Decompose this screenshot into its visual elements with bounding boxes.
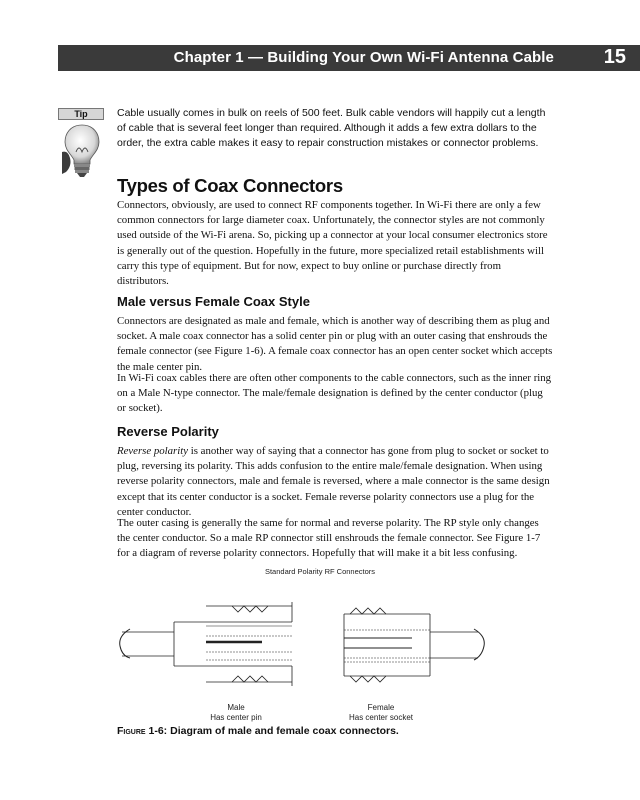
paragraph-male-1: Connectors are designated as male and female, which is another way of describing them as plug and socket. A male coax connector has a solid center pin or plug with an outer casing that enshrouds the female connector (see Figure 1-6). A female coax connector has an open center socket which accepts the male center pin. xyxy=(117,315,553,373)
male-label xyxy=(176,703,296,722)
tip-callout xyxy=(58,108,104,182)
female-label-title: Female xyxy=(367,703,395,712)
paragraph-types: Connectors, obviously, are used to connect RF components together. In Wi-Fi there are only a few common connectors for large diameter coax. Unfortunately, the connector styles are not commonly used outside of the Wi-Fi arena. So, picking up a connector at your local consumer electronics store is generally out of the question. Hopefully in the future, more specialized retail establishments will carry this type of equipment. But for now, expect to buy online or purchase directly from distributors. xyxy=(117,199,548,288)
female-connector-drawing xyxy=(344,608,484,682)
figure-caption xyxy=(117,725,399,737)
male-label-sub: Has center pin xyxy=(210,712,262,722)
reverse-paragraph-rest: is another way of saying that a connector has gone from plug to socket or socket to plug, reversing its polarity. This adds confusion to the entire male/female designation. When using reverse polarity connectors, male and female is reversed, where a male connector is the same design except that its center conductor is a socket. Female reverse polarity connectors use a plug for the center conductor. xyxy=(117,445,550,518)
subheading-reverse-polarity: Reverse Polarity xyxy=(117,424,219,439)
subheading-male-female: Male versus Female Coax Style xyxy=(117,294,310,309)
female-label-sub: Has center socket xyxy=(348,712,414,722)
chapter-header xyxy=(58,45,640,71)
female-label xyxy=(321,703,441,722)
caption-text: Diagram of male and female coax connectors. xyxy=(167,725,399,737)
chapter-title: Chapter 1 — Building Your Own Wi-Fi Antenna Cable xyxy=(173,49,554,66)
paragraph-reverse-1 xyxy=(117,444,553,520)
reverse-polarity-term: Reverse polarity xyxy=(117,445,189,457)
tip-label: Tip xyxy=(58,108,104,120)
tip-text: Cable usually comes in bulk on reels of 500 feet. Bulk cable vendors will happily cut a length of cable that is several feet longer than required. Although it adds a few extra dollars to the order, the extra cable makes it easy to repair construction mistakes or connector problems. xyxy=(117,107,546,149)
paragraph-reverse-2: The outer casing is generally the same for normal and reverse polarity. The RP style only changes the center conductor. So a male RP connector still enshrouds the female connector. See Figure 1-7 for a diagram of reverse polarity connectors. Hopefully that will make it a bit less confusing. xyxy=(117,517,541,560)
paragraph-male-2: In Wi-Fi coax cables there are often other components to the cable connectors, such as the inner ring on a Male N-type connector. The male/female designation is defined by the center conductor (plug or socket). xyxy=(117,372,552,415)
page-number: 15 xyxy=(603,46,626,68)
male-label-title: Male xyxy=(227,703,245,712)
connector-diagram xyxy=(112,596,492,694)
caption-prefix: Figure 1-6: xyxy=(117,725,168,737)
section-heading-types: Types of Coax Connectors xyxy=(117,175,343,196)
figure-title: Standard Polarity RF Connectors xyxy=(264,567,376,576)
male-connector-drawing xyxy=(120,602,292,686)
lightbulb-icon xyxy=(62,122,102,180)
